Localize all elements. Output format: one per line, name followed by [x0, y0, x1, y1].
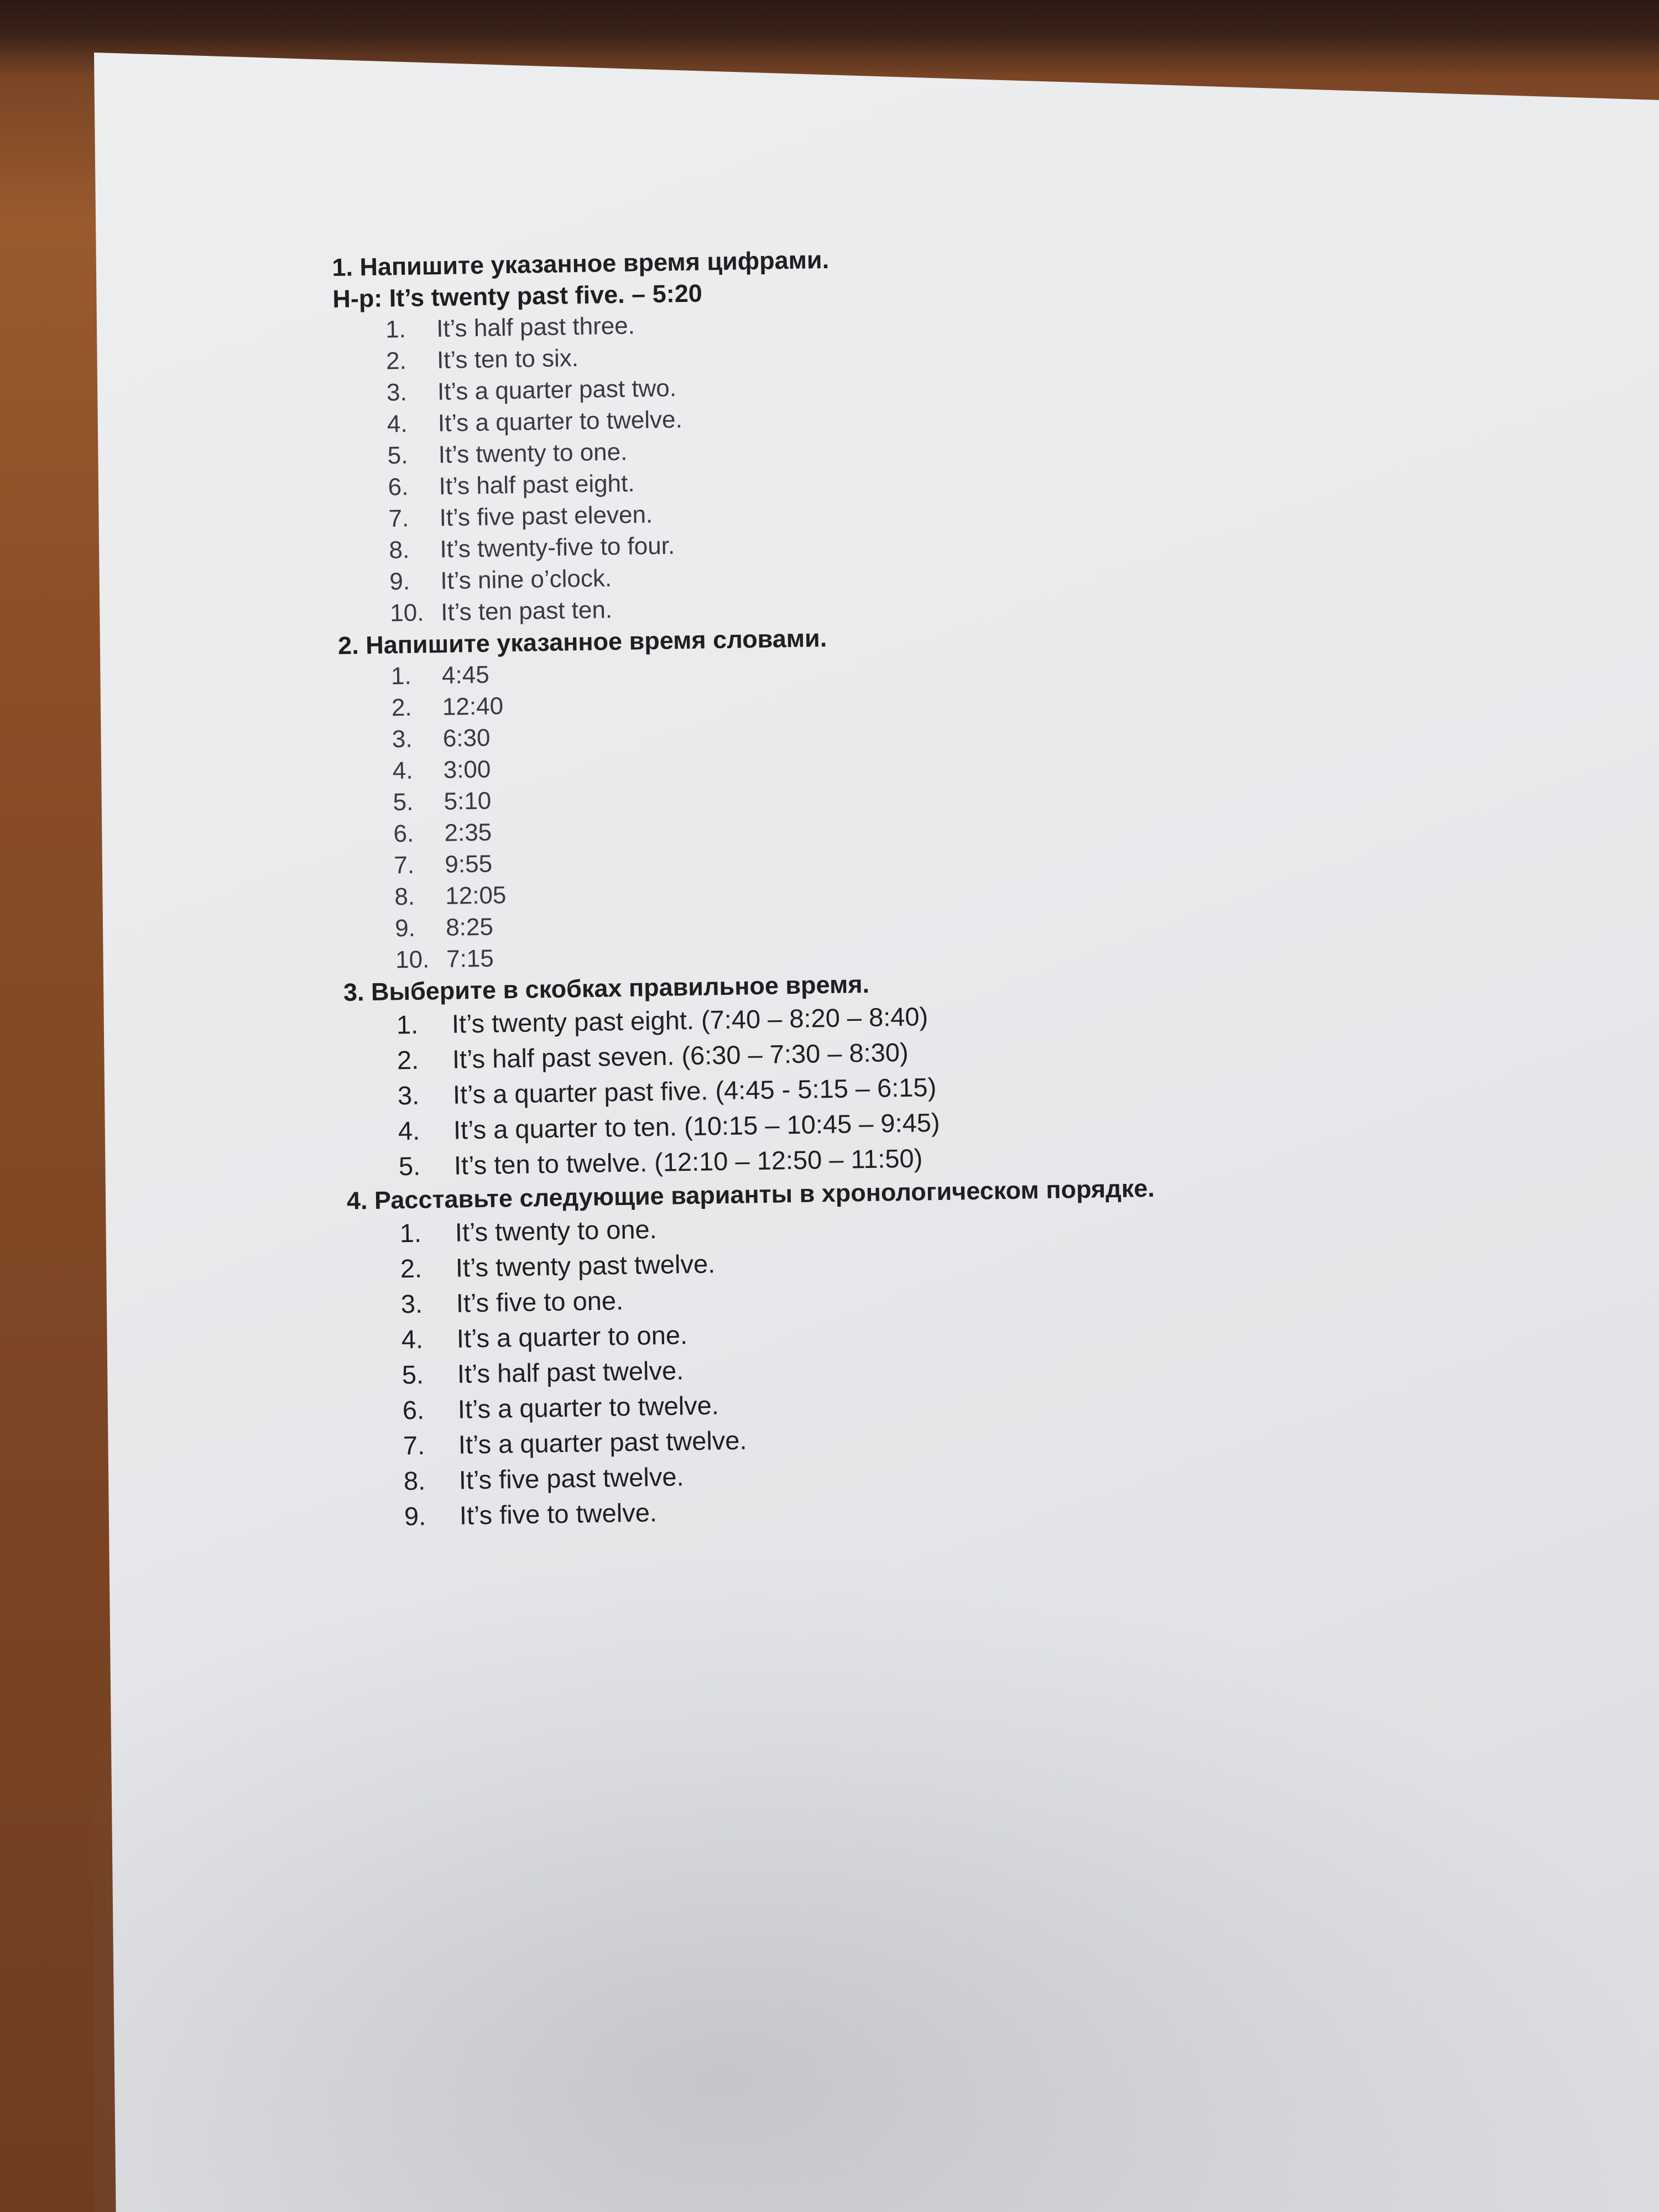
- item-text: It’s half past eight.: [439, 469, 635, 500]
- item-number: 8.: [394, 883, 415, 911]
- item-text: It’s twenty past eight. (7:40 – 8:20 – 8:40): [451, 1001, 928, 1039]
- item-text: 6:30: [442, 724, 491, 752]
- item-text: It’s five to one.: [456, 1285, 624, 1318]
- item-list: [343, 989, 1563, 1185]
- section-heading: 3. Выберите в скобках правильное время.: [343, 969, 870, 1006]
- section-heading: 4. Расставьте следующие варианты в хронологическом порядке.: [346, 1173, 1155, 1215]
- item-number: 9.: [404, 1501, 426, 1531]
- item-number: 1.: [390, 662, 412, 690]
- item-number: 9.: [394, 914, 416, 942]
- item-text: It’s twenty to one.: [438, 438, 628, 469]
- item-text: It’s twenty past twelve.: [455, 1249, 716, 1282]
- item-text: It’s a quarter to twelve.: [437, 406, 683, 437]
- item-number: 1.: [385, 315, 406, 343]
- item-number: 3.: [386, 378, 408, 406]
- item-text: It’s a quarter past two.: [437, 374, 677, 406]
- item-number: 5.: [393, 788, 414, 816]
- item-text: It’s twenty to one.: [455, 1214, 658, 1247]
- item-number: 10.: [389, 599, 424, 627]
- item-number: 2.: [397, 1045, 419, 1075]
- item-number: 6.: [388, 473, 409, 501]
- section-2: [338, 611, 1560, 976]
- item-text: It’s half past three.: [436, 312, 635, 343]
- item-number: 1.: [399, 1218, 422, 1248]
- item-number: 6.: [402, 1395, 425, 1425]
- worksheet: [332, 232, 1568, 1535]
- item-number: 5.: [387, 441, 408, 469]
- item-list: [347, 1197, 1568, 1535]
- item-text: It’s a quarter to twelve.: [457, 1390, 719, 1424]
- item-text: It’s half past twelve.: [457, 1355, 684, 1389]
- item-text: It’s ten to twelve. (12:10 – 12:50 – 11:50): [453, 1143, 923, 1180]
- item-number: 6.: [393, 820, 414, 848]
- section-heading: 2. Напишите указанное время словами.: [337, 624, 827, 660]
- item-text: 7:15: [446, 945, 494, 973]
- item-text: 12:40: [442, 692, 504, 721]
- item-text: It’s five to twelve.: [459, 1498, 658, 1530]
- example-line: Н-р: It’s twenty past five. – 5:20: [332, 279, 703, 313]
- item-text: It’s twenty-five to four.: [440, 532, 675, 563]
- item-list: [338, 642, 1560, 976]
- item-number: 2.: [385, 347, 407, 375]
- item-number: 1.: [396, 1009, 419, 1040]
- item-number: 5.: [398, 1151, 421, 1181]
- item-text: It’s nine o’clock.: [440, 565, 612, 594]
- item-text: 12:05: [445, 881, 507, 910]
- item-number: 5.: [401, 1359, 424, 1390]
- item-text: It’s a quarter past five. (4:45 - 5:15 – 6:15): [452, 1072, 937, 1109]
- item-number: 4.: [392, 757, 413, 785]
- item-text: 2:35: [444, 818, 492, 847]
- item-number: 2.: [400, 1253, 422, 1284]
- section-1: [332, 232, 1554, 629]
- item-number: 4.: [401, 1324, 424, 1354]
- item-number: 8.: [403, 1465, 426, 1496]
- item-text: 9:55: [445, 850, 493, 878]
- item-list: [333, 295, 1554, 629]
- item-number: 2.: [391, 693, 413, 722]
- item-text: It’s a quarter past twelve.: [458, 1425, 747, 1459]
- section-3: [343, 957, 1563, 1185]
- item-number: 9.: [389, 567, 410, 596]
- item-number: 10.: [395, 946, 430, 974]
- item-text: It’s ten past ten.: [440, 596, 613, 626]
- item-text: 4:45: [441, 661, 490, 689]
- item-text: 8:25: [445, 913, 494, 941]
- item-number: 3.: [392, 725, 413, 753]
- item-number: 7.: [388, 504, 409, 533]
- item-text: It’s a quarter to one.: [456, 1320, 688, 1353]
- item-number: 3.: [397, 1080, 420, 1110]
- item-text: It’s five past eleven.: [439, 500, 653, 531]
- item-text: It’s half past seven. (6:30 – 7:30 – 8:30): [452, 1037, 909, 1074]
- item-number: 4.: [387, 410, 408, 438]
- item-number: 8.: [389, 536, 410, 564]
- item-number: 3.: [400, 1288, 423, 1319]
- item-number: 4.: [398, 1115, 420, 1146]
- item-number: 7.: [403, 1430, 425, 1460]
- item-text: It’s five past twelve.: [458, 1462, 684, 1495]
- item-number: 7.: [394, 851, 415, 879]
- item-text: 5:10: [444, 787, 492, 815]
- section-heading: 1. Напишите указанное время цифрами.: [332, 245, 830, 281]
- section-4: [347, 1166, 1569, 1535]
- item-text: 3:00: [443, 755, 491, 784]
- item-text: It’s ten to six.: [436, 345, 579, 374]
- item-text: It’s a quarter to ten. (10:15 – 10:45 – 9:45): [453, 1107, 940, 1145]
